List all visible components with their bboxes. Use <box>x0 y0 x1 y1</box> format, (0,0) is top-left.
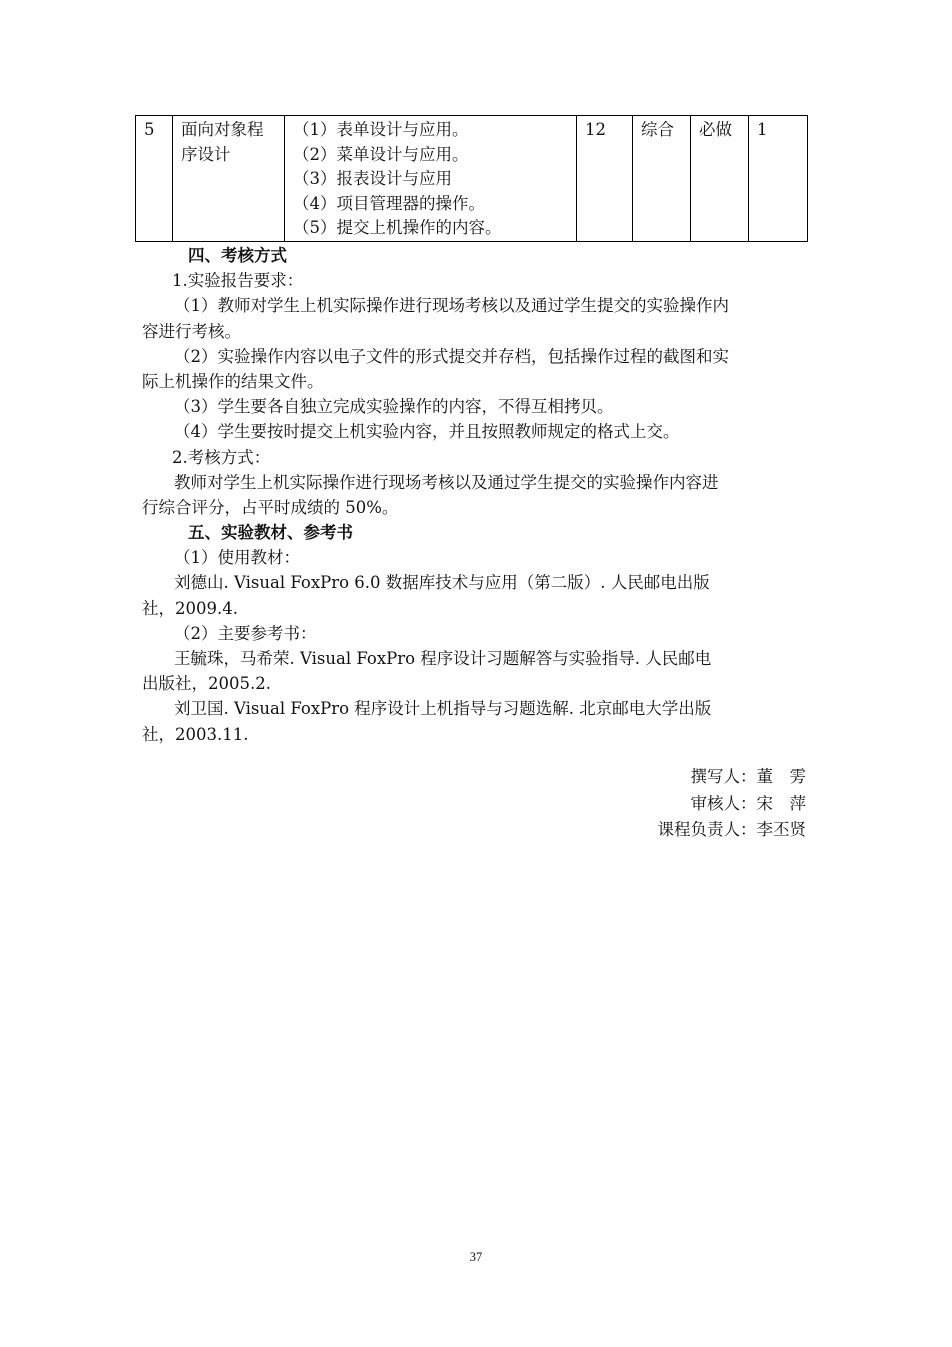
paragraph-line: 际上机操作的结果文件。 <box>142 371 324 391</box>
cell-type: 综合 <box>633 116 691 242</box>
subheading-assessment-method: 2.考核方式： <box>172 447 271 467</box>
cell-experiment-name: 面向对象程序设计 <box>173 116 285 242</box>
cell-requirement: 必做 <box>691 116 749 242</box>
paragraph-line: （2）实验操作内容以电子文件的形式提交并存档，包括操作过程的截图和实 <box>174 346 729 366</box>
content-item: （5）提交上机操作的内容。 <box>293 218 502 237</box>
paragraph-line: （4）学生要按时提交上机实验内容，并且按照教师规定的格式上交。 <box>174 422 680 442</box>
content-item: （4）项目管理器的操作。 <box>293 193 485 213</box>
subheading-report-requirements: 1.实验报告要求： <box>172 271 304 291</box>
subheading-references: （2）主要参考书： <box>174 623 317 643</box>
writer-signature: 撰写人：董 雱 <box>690 767 806 786</box>
body-text <box>142 243 807 747</box>
content-item: （3）报表设计与应用 <box>293 169 452 188</box>
paragraph-line: （1）教师对学生上机实际操作进行现场考核以及通过学生提交的实验操作内 <box>174 296 729 316</box>
section-heading-assessment: 四、考核方式 <box>188 246 287 265</box>
section-heading-textbooks: 五、实验教材、参考书 <box>188 523 353 543</box>
reference-line: 王毓珠，马希荣. Visual FoxPro 程序设计习题解答与实验指导. 人民邮电 <box>174 649 712 668</box>
course-owner-signature: 课程负责人：李丕贤 <box>657 820 806 839</box>
page-number: 37 <box>469 1250 483 1264</box>
content-item: （2）菜单设计与应用。 <box>293 144 469 164</box>
reference-line: 社，2009.4. <box>142 598 238 618</box>
reference-line: 社，2003.11. <box>142 724 249 744</box>
cell-group: 1 <box>749 116 808 242</box>
cell-number: 5 <box>136 116 173 242</box>
cell-hours: 12 <box>577 116 633 242</box>
reference-line: 刘卫国. Visual FoxPro 程序设计上机指导与习题选解. 北京邮电大学出版 <box>174 699 712 719</box>
signature-block <box>658 764 807 844</box>
content-item: （1）表单设计与应用。 <box>293 120 469 139</box>
cell-contents <box>285 116 577 242</box>
table-row <box>136 116 808 242</box>
subheading-textbook: （1）使用教材： <box>174 548 300 568</box>
experiment-table <box>135 115 808 242</box>
paragraph-line: （3）学生要各自独立完成实验操作的内容，不得互相拷贝。 <box>174 397 614 417</box>
reference-line: 刘德山. Visual FoxPro 6.0 数据库技术与应用（第二版）. 人民邮电出版 <box>174 573 710 593</box>
reviewer-signature: 审核人：宋 萍 <box>690 793 806 813</box>
paragraph-line: 容进行考核。 <box>142 321 241 341</box>
reference-line: 出版社，2005.2. <box>142 674 271 694</box>
paragraph-line: 教师对学生上机实际操作进行现场考核以及通过学生提交的实验操作内容进 <box>174 472 719 492</box>
paragraph-line: 行综合评分，占平时成绩的 50%。 <box>142 497 399 517</box>
